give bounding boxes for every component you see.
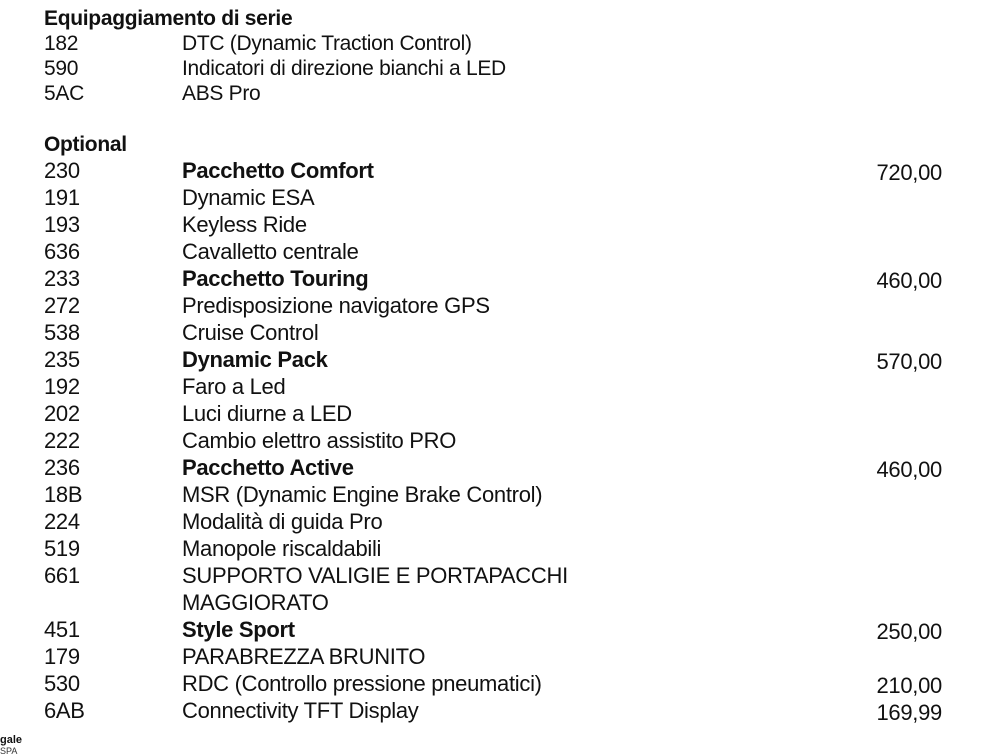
package-row [44,265,944,292]
list-item [44,562,944,616]
item-price: 720,00 [876,160,942,185]
item-code: 590 [44,57,79,80]
item-price: 210,00 [876,673,942,698]
item-description: Connectivity TFT Display [182,698,419,723]
item-description: RDC (Controllo pressione pneumatici) [182,671,542,696]
item-description: Manopole riscaldabili [182,536,382,561]
list-item [44,481,944,508]
item-price: 169,99 [876,700,942,725]
item-description: Dynamic ESA [182,185,315,210]
item-code: 6AB [44,698,85,723]
list-item [44,400,944,427]
package-row [44,157,944,184]
item-code: 230 [44,158,80,183]
list-item [44,643,944,670]
item-description: MSR (Dynamic Engine Brake Control) [182,482,543,507]
item-description: Modalità di guida Pro [182,509,383,534]
item-code: 192 [44,374,80,399]
item-description: Luci diurne a LED [182,401,352,426]
item-description: DTC (Dynamic Traction Control) [182,32,472,55]
item-code: 202 [44,401,80,426]
list-item [44,81,944,106]
list-item [44,427,944,454]
standard-equipment-title: Equipaggiamento di serie [44,7,293,30]
list-item [44,697,944,724]
list-item [44,535,944,562]
package-row [44,454,944,481]
item-description: ABS Pro [182,82,261,105]
item-code: 530 [44,671,80,696]
package-name: Pacchetto Comfort [182,158,374,183]
list-item [44,211,944,238]
package-name: Dynamic Pack [182,347,328,372]
item-code: 236 [44,455,80,480]
footer-sub-text: SPA [0,746,18,756]
item-price: 460,00 [876,457,942,482]
package-name: Pacchetto Touring [182,266,369,291]
section-spacer [44,106,944,132]
item-code: 538 [44,320,80,345]
item-description: PARABREZZA BRUNITO [182,644,426,669]
item-price: 460,00 [876,268,942,293]
item-code: 224 [44,509,80,534]
list-item [44,31,944,56]
item-description: SUPPORTO VALIGIE E PORTAPACCHI MAGGIORATO [182,563,568,615]
package-row [44,346,944,373]
footer-logo-text: gale [0,734,23,746]
item-price: 250,00 [876,619,942,644]
item-code: 182 [44,32,79,55]
item-code: 233 [44,266,80,291]
list-item [44,184,944,211]
package-name: Style Sport [182,617,295,642]
list-item [44,238,944,265]
item-code: 5AC [44,82,84,105]
item-code: 661 [44,563,80,588]
package-name: Pacchetto Active [182,455,354,480]
list-item [44,292,944,319]
item-code: 235 [44,347,80,372]
item-code: 519 [44,536,80,561]
item-code: 451 [44,617,80,642]
item-code: 272 [44,293,80,318]
item-code: 222 [44,428,80,453]
item-description: Predisposizione navigatore GPS [182,293,490,318]
package-row [44,616,944,643]
list-item [44,670,944,697]
item-description: Cavalletto centrale [182,239,359,264]
item-code: 636 [44,239,80,264]
item-code: 191 [44,185,80,210]
item-description: Faro a Led [182,374,286,399]
item-description: Keyless Ride [182,212,307,237]
item-code: 193 [44,212,80,237]
optional-equipment-title: Optional [44,133,127,156]
item-description: Indicatori di direzione bianchi a LED [182,57,506,80]
list-item [44,319,944,346]
list-item [44,508,944,535]
item-price: 570,00 [876,349,942,374]
item-description: Cruise Control [182,320,319,345]
list-item [44,373,944,400]
equipment-document [44,6,944,724]
item-code: 179 [44,644,80,669]
item-code: 18B [44,482,83,507]
list-item [44,56,944,81]
item-description: Cambio elettro assistito PRO [182,428,457,453]
